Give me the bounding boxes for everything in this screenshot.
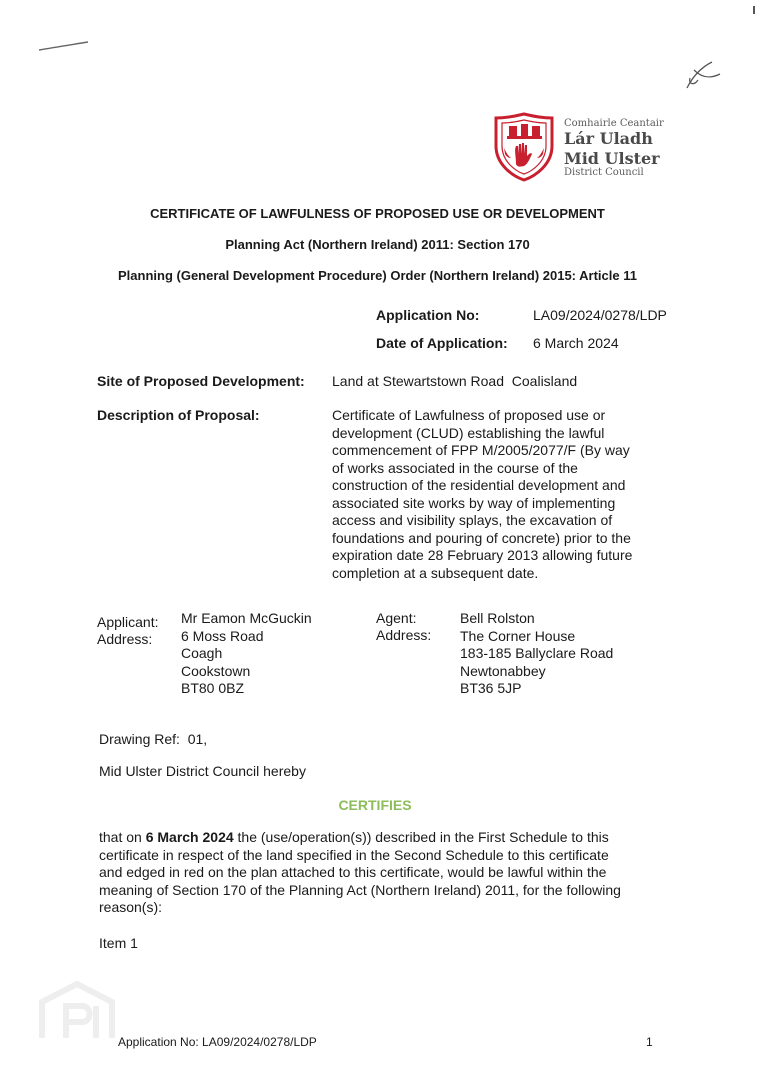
planning-act-heading: Planning Act (Northern Ireland) 2011: Section 170 (225, 237, 530, 252)
description-value (332, 407, 662, 582)
body-line-rest: the (use/operation(s)) described in the First Schedule to this (233, 829, 609, 845)
application-no-label: Application No: (376, 307, 480, 323)
body-line: and edged in red on the plan attached to this certificate, would be lawful within the (99, 864, 607, 880)
agent-details (460, 610, 613, 698)
certificate-title: CERTIFICATE OF LAWFULNESS OF PROPOSED USE OR DEVELOPMENT (150, 206, 605, 221)
description-line: commencement of FPP M/2005/2077/F (By way (332, 442, 630, 458)
footer-application-no: Application No: LA09/2024/0278/LDP (118, 1035, 317, 1049)
body-line: reason(s): (99, 899, 163, 915)
scan-tick-mark (753, 6, 755, 14)
certification-body (99, 829, 699, 917)
description-line: associated site works by way of implementing (332, 494, 616, 511)
logo-line-lar-uladh: Lár Uladh (564, 129, 653, 148)
body-line (99, 829, 699, 847)
description-line: access and visibility splays, the excavation of (332, 512, 613, 528)
description-line: Certificate of Lawfulness of proposed use or (332, 407, 606, 423)
body-prefix: that on (99, 829, 146, 845)
handwritten-x-mark (682, 58, 726, 92)
agent-address-label: Address: (376, 627, 432, 643)
agent-postcode: BT36 5JP (460, 680, 522, 696)
council-statement: Mid Ulster District Council hereby (99, 763, 306, 779)
application-no-value: LA09/2024/0278/LDP (533, 307, 667, 323)
drawing-ref: Drawing Ref: 01, (99, 731, 208, 747)
applicant-address-line: Cookstown (181, 662, 251, 679)
logo-line-irish: Comhairle Ceantair (564, 118, 664, 129)
council-logo (494, 112, 674, 184)
applicant-name: Mr Eamon McGuckin (181, 610, 312, 626)
applicant-details (181, 610, 312, 698)
agent-address-line: 183-185 Ballyclare Road (460, 645, 614, 661)
body-date: 6 March 2024 (145, 829, 234, 845)
planning-order-heading: Planning (General Development Procedure) Order (Northern Ireland) 2015: Article 11 (118, 268, 637, 283)
applicant-label: Applicant: (97, 614, 159, 630)
property-watermark-icon (36, 980, 118, 1042)
logo-line-district-council: District Council (564, 167, 644, 178)
body-line: meaning of Section 170 of the Planning Act (Northern Ireland) 2011, for the following (99, 881, 621, 898)
applicant-address-line: 6 Moss Road (181, 627, 264, 644)
applicant-address-line: Coagh (181, 645, 223, 661)
site-value: Land at Stewartstown Road Coalisland (332, 373, 578, 389)
agent-address-line: The Corner House (460, 627, 576, 644)
description-label: Description of Proposal: (97, 407, 260, 423)
description-line: development (CLUD) establishing the lawful (332, 424, 605, 441)
description-line: expiration date 28 February 2013 allowing future (332, 547, 633, 563)
description-line: of works associated in the course of the (332, 459, 578, 476)
agent-name: Bell Rolston (460, 610, 535, 626)
date-of-application-label: Date of Application: (376, 335, 508, 351)
description-line: completion at a subsequent date. (332, 564, 539, 581)
body-line: certificate in respect of the land specified in the Second Schedule to this certificate (99, 846, 609, 863)
agent-address-line: Newtonabbey (460, 662, 546, 679)
council-crest-icon (494, 112, 554, 182)
pen-stroke-mark (36, 38, 92, 54)
date-of-application-value: 6 March 2024 (533, 335, 619, 351)
item-label: Item 1 (99, 935, 138, 951)
certifies-heading: CERTIFIES (338, 797, 412, 813)
applicant-postcode: BT80 0BZ (181, 680, 245, 696)
applicant-address-label: Address: (97, 631, 153, 647)
page-number: 1 (646, 1035, 653, 1049)
logo-line-mid-ulster: Mid Ulster (564, 149, 660, 168)
description-line: foundations and pouring of concrete) prior to the (332, 529, 631, 546)
site-label: Site of Proposed Development: (97, 373, 305, 389)
description-line: construction of the residential development and (332, 477, 626, 493)
agent-label: Agent: (376, 610, 417, 626)
